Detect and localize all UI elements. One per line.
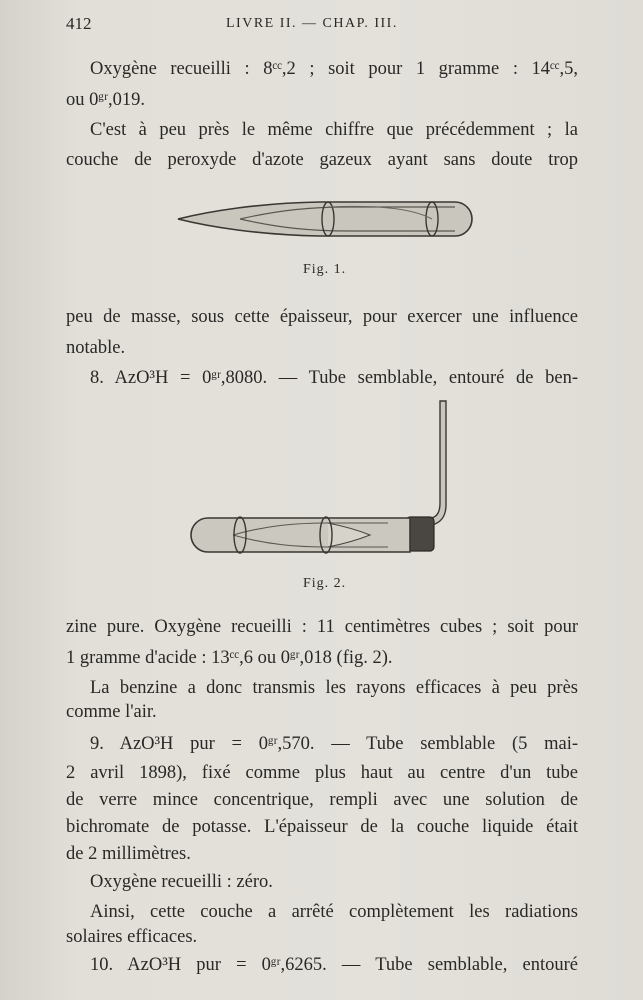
- text-line-18: Ainsi, cette couche a arrêté complètement les radiations: [90, 902, 578, 922]
- figure-1-tube-illustration: [170, 195, 480, 245]
- text-line-10: La benzine a donc transmis les rayons efficaces à peu près: [90, 678, 578, 698]
- figure-1-caption: Fig. 1.: [303, 262, 347, 277]
- text-line-2: ou 0ᵍʳ,019.: [66, 90, 145, 110]
- text-line-8: zine pure. Oxygène recueilli : 11 centimètres cubes ; soit pour: [66, 617, 578, 637]
- text-line-11: comme l'air.: [66, 702, 157, 722]
- text-line-14: de verre mince concentrique, rempli avec une solution de: [66, 790, 578, 810]
- text-line-5: peu de masse, sous cette épaisseur, pour exercer une influence: [66, 307, 578, 327]
- text-line-17: Oxygène recueilli : zéro.: [90, 872, 273, 892]
- text-line-19: solaires efficaces.: [66, 927, 198, 947]
- page-number: 412: [66, 14, 92, 33]
- text-line-20: 10. AzO³H pur = 0ᵍʳ,6265. — Tube semblable, entouré: [90, 955, 578, 975]
- text-line-15: bichromate de potasse. L'épaisseur de la couche liquide était: [66, 817, 578, 837]
- text-line-7: 8. AzO³H = 0ᵍʳ,8080. — Tube semblable, entouré de ben-: [90, 368, 578, 388]
- page-header: [66, 14, 586, 38]
- text-line-3: C'est à peu près le même chiffre que précédemment ; la: [90, 120, 578, 140]
- text-line-6: notable.: [66, 338, 126, 358]
- figure-2-tube-illustration: [188, 395, 458, 565]
- text-line-12: 9. AzO³H pur = 0ᵍʳ,570. — Tube semblable (5 mai-: [90, 734, 578, 754]
- text-line-16: de 2 millimètres.: [66, 844, 191, 864]
- text-line-1: Oxygène recueilli : 8ᶜᶜ,2 ; soit pour 1 gramme : 14ᶜᶜ,5,: [90, 59, 578, 79]
- text-line-13: 2 avril 1898), fixé comme plus haut au centre d'un tube: [66, 763, 578, 783]
- running-title: LIVRE II. — CHAP. III.: [226, 16, 398, 31]
- text-line-4: couche de peroxyde d'azote gazeux ayant sans doute trop: [66, 150, 578, 170]
- figure-2-caption: Fig. 2.: [303, 576, 347, 591]
- text-line-9: 1 gramme d'acide : 13ᶜᶜ,6 ou 0ᵍʳ,018 (fig. 2).: [66, 648, 393, 668]
